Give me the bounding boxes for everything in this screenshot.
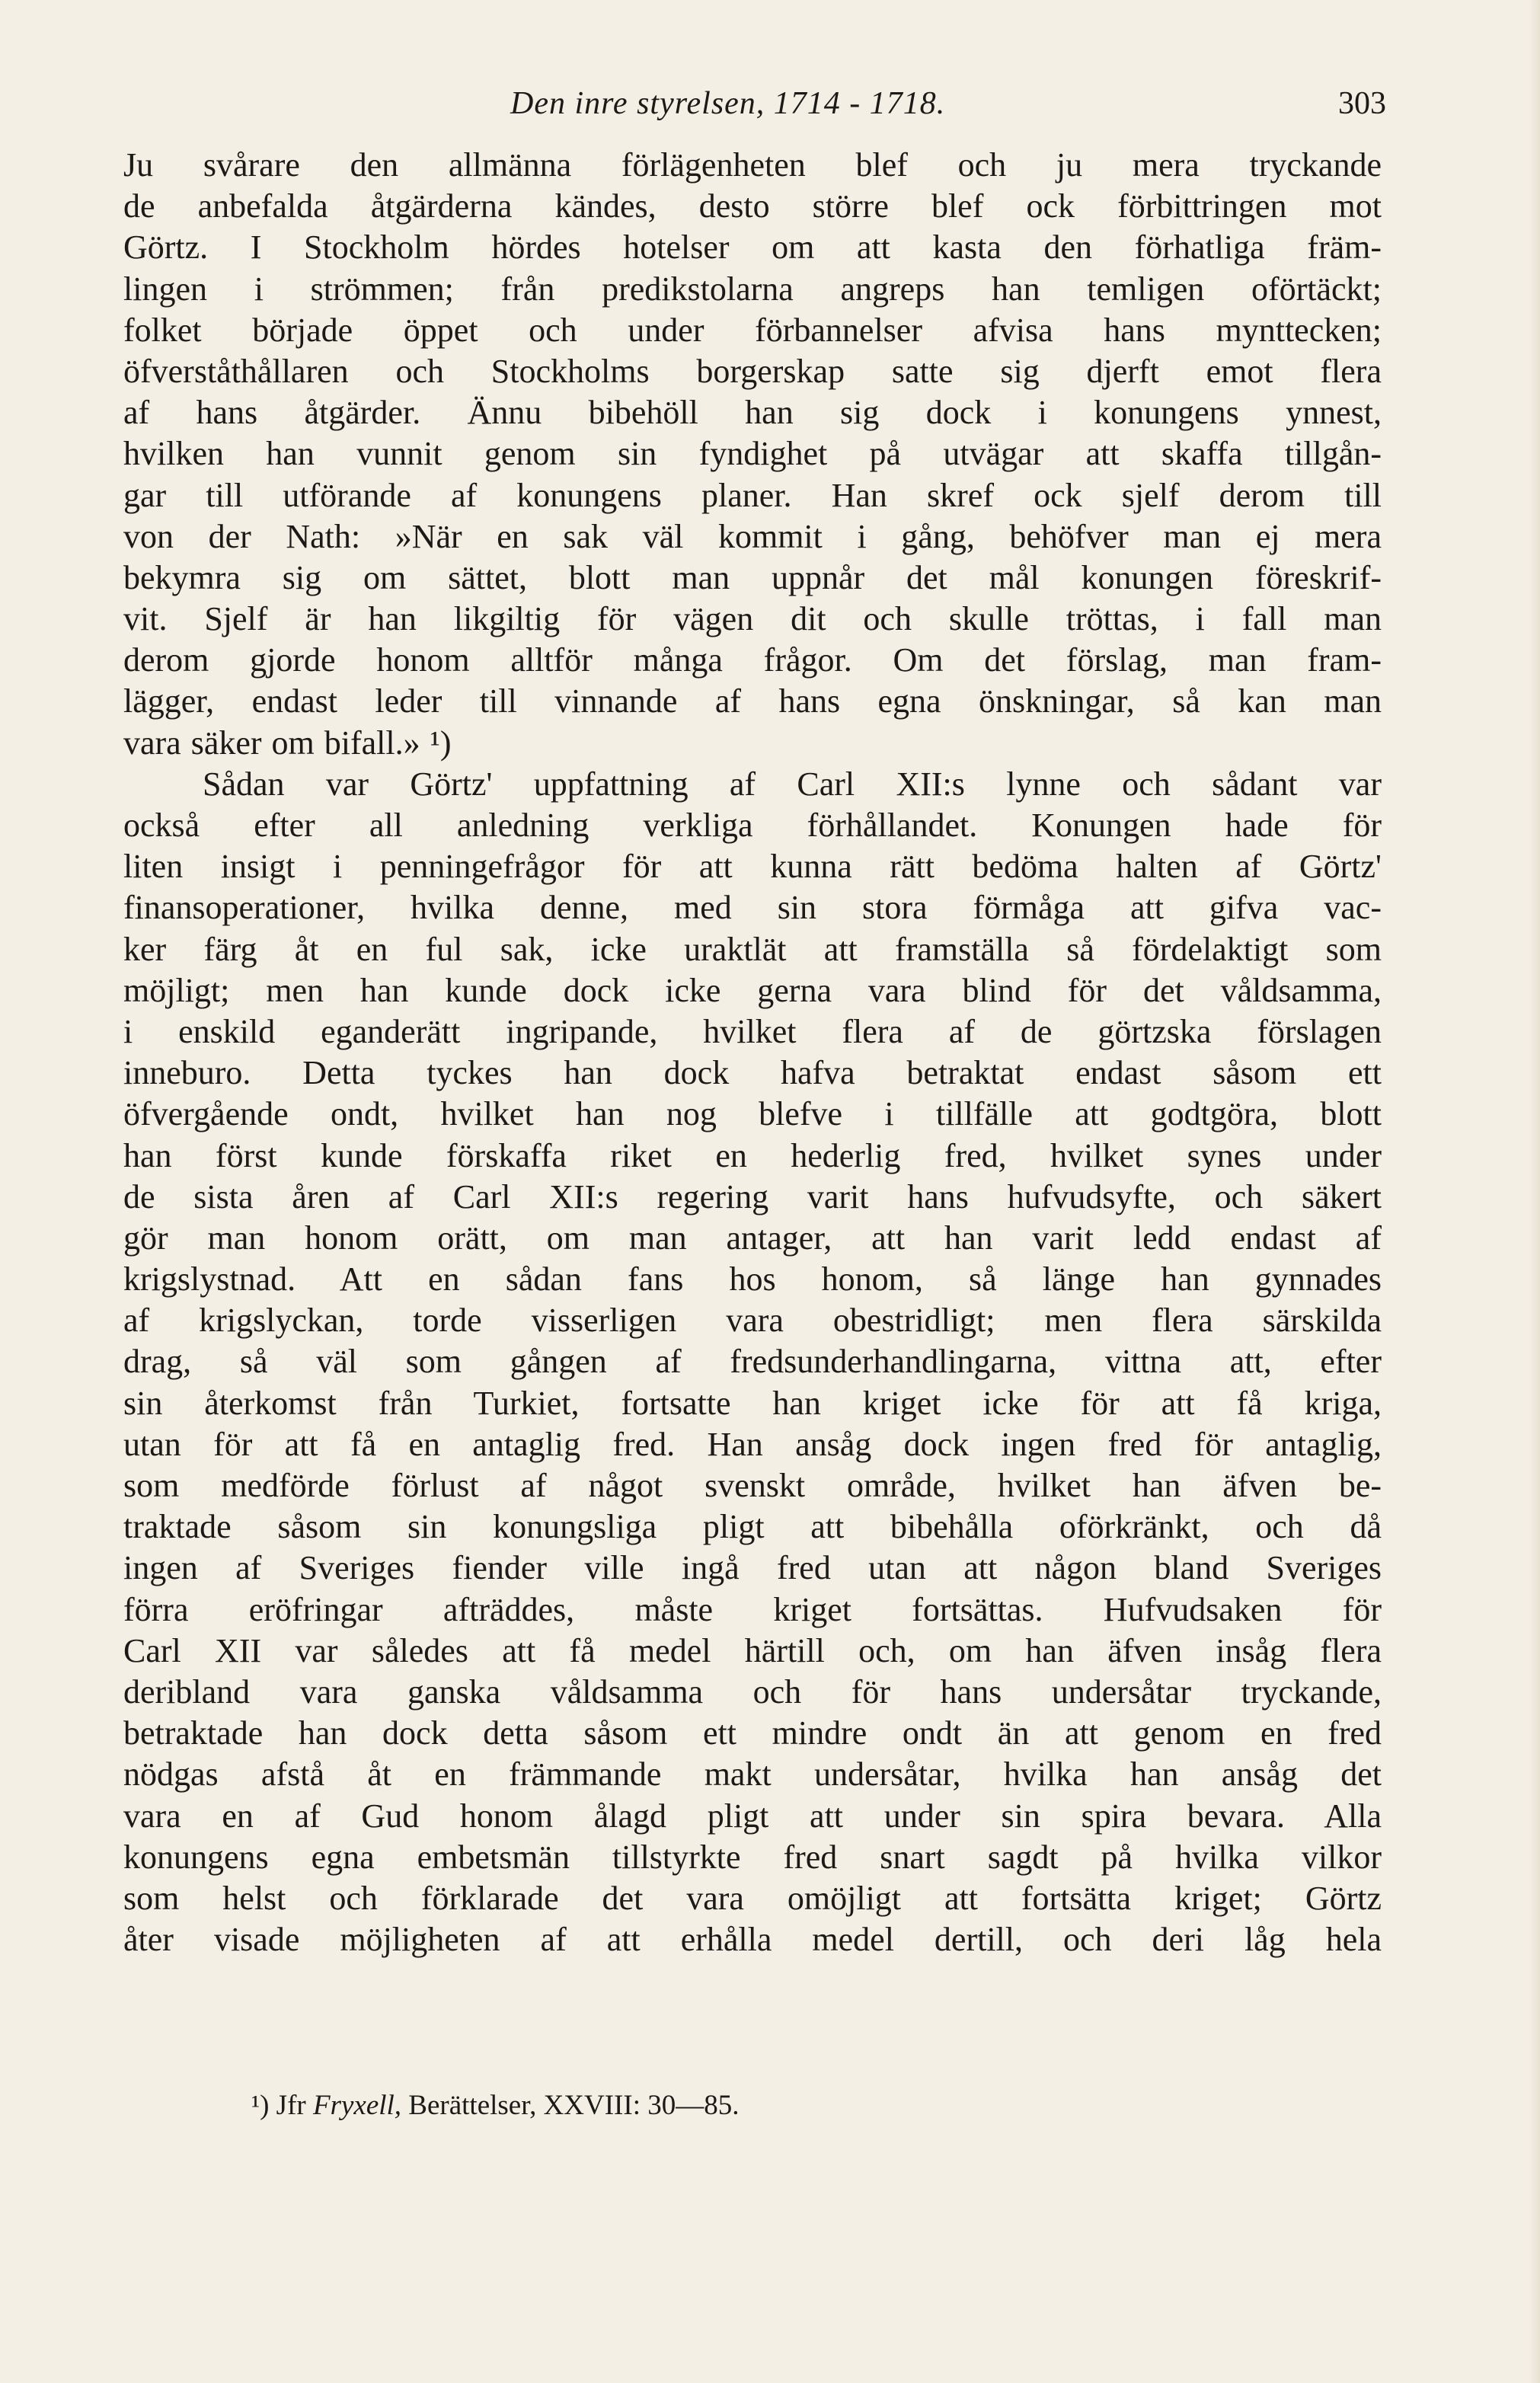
body-line: utan för att få en antaglig fred. Han ansåg dock ingen fred för antaglig,: [123, 1425, 1382, 1463]
body-line: ker färg åt en ful sak, icke uraktlät att framställa så fördelaktigt som: [123, 930, 1382, 968]
body-line: deribland vara ganska våldsamma och för hans undersåtar tryckande,: [123, 1672, 1382, 1711]
footnote-marker: ¹): [251, 2090, 270, 2121]
body-line: finansoperationer, hvilka denne, med sin stora förmåga att gifva vac-: [123, 889, 1382, 927]
body-line: af krigslyckan, torde visserligen vara obestridligt; men flera särskilda: [123, 1302, 1382, 1340]
body-line-paragraph-end: vara säker om bifall.» ¹): [123, 724, 452, 762]
body-line: konungens egna embetsmän tillstyrkte fred snart sagdt på hvilka vilkor: [123, 1838, 1382, 1876]
body-line: bekymra sig om sättet, blott man uppnår det mål konungen föreskrif-: [123, 558, 1382, 596]
body-line: derom gjorde honom alltför många frågor. Om det förslag, man fram-: [123, 641, 1382, 679]
footnote-prefix: Jfr: [276, 2090, 306, 2121]
footnote-reference: Berättelser, XXVIII: 30—85.: [408, 2090, 740, 2121]
body-line: öfverståthållaren och Stockholms borgerskap satte sig djerft emot flera: [123, 352, 1382, 390]
body-text: [123, 145, 1382, 1960]
body-line: vit. Sjelf är han likgiltig för vägen dit och skulle tröttas, i fall man: [123, 600, 1382, 638]
body-line-paragraph-start: Sådan var Görtz' uppfattning af Carl XII:s lynne och sådant var: [203, 765, 1382, 803]
body-line: Ju svårare den allmänna förlägenheten blef och ju mera tryckande: [123, 146, 1382, 184]
body-line: folket började öppet och under förbannelser afvisa hans mynttecken;: [123, 311, 1382, 349]
body-line: ingen af Sveriges fiender ville ingå fred utan att någon bland Sveriges: [123, 1549, 1382, 1587]
body-line: gar till utförande af konungens planer. Han skref ock sjelf derom till: [123, 476, 1382, 514]
body-line: drag, så väl som gången af fredsunderhandlingarna, vittna att, efter: [123, 1343, 1382, 1381]
body-line: vara en af Gud honom ålagd pligt att under sin spira bevara. Alla: [123, 1797, 1382, 1835]
body-line: som helst och förklarade det vara omöjligt att fortsätta kriget; Görtz: [123, 1879, 1382, 1917]
body-line: lingen i strömmen; från predikstolarna angreps han temligen oförtäckt;: [123, 270, 1382, 308]
body-line: Carl XII var således att få medel härtill och, om han äfven insåg flera: [123, 1631, 1382, 1669]
body-line: lägger, endast leder till vinnande af hans egna önskningar, så kan man: [123, 682, 1382, 720]
body-line: af hans åtgärder. Ännu bibehöll han sig dock i konungens ynnest,: [123, 394, 1382, 432]
body-line: sin återkomst från Turkiet, fortsatte han kriget icke för att få kriga,: [123, 1384, 1382, 1422]
running-title: Den inre styrelsen, 1714 - 1718.: [510, 86, 946, 121]
body-line: också efter all anledning verkliga förhållandet. Konungen hade för: [123, 807, 1382, 844]
body-line: som medförde förlust af något svenskt område, hvilket han äfven be-: [123, 1467, 1382, 1504]
running-header: [122, 85, 1386, 131]
body-line: betraktade han dock detta såsom ett mindre ondt än att genom en fred: [123, 1714, 1382, 1752]
body-line: krigslystnad. Att en sådan fans hos honom, så länge han gynnades: [123, 1260, 1382, 1299]
body-line: gör man honom orätt, om man antager, att han varit ledd endast af: [123, 1219, 1382, 1257]
body-line: öfvergående ondt, hvilket han nog blefve i tillfälle att godtgöra, blott: [123, 1095, 1382, 1133]
body-line: nödgas afstå åt en främmande makt undersåtar, hvilka han ansåg det: [123, 1755, 1382, 1794]
body-line: traktade såsom sin konungsliga pligt att bibehålla oförkränkt, och då: [123, 1508, 1382, 1546]
body-line: han först kunde förskaffa riket en hederlig fred, hvilket synes under: [123, 1136, 1382, 1174]
body-line: hvilken han vunnit genom sin fyndighet på utvägar att skaffa tillgån-: [123, 435, 1382, 473]
body-line: liten insigt i penningefrågor för att kunna rätt bedöma halten af Görtz': [123, 848, 1382, 886]
footnote: [251, 2087, 739, 2125]
body-line: de sista åren af Carl XII:s regering varit hans hufvudsyfte, och säkert: [123, 1177, 1382, 1215]
page-edge-shadow: [1529, 0, 1540, 2383]
page-number: 303: [1338, 86, 1386, 121]
body-line: i enskild eganderätt ingripande, hvilket flera af de görtzska förslagen: [123, 1012, 1382, 1050]
body-line: de anbefalda åtgärderna kändes, desto större blef ock förbittringen mot: [123, 187, 1382, 225]
body-line: åter visade möjligheten af att erhålla medel dertill, och deri låg hela: [123, 1921, 1382, 1959]
body-line: von der Nath: »När en sak väl kommit i gång, behöfver man ej mera: [123, 517, 1382, 555]
body-line: inneburo. Detta tyckes han dock hafva betraktat endast såsom ett: [123, 1054, 1382, 1092]
footnote-author: Fryxell,: [312, 2090, 402, 2121]
body-line: möjligt; men han kunde dock icke gerna vara blind för det våldsamma,: [123, 971, 1382, 1009]
body-line: förra eröfringar afträddes, måste kriget fortsättas. Hufvudsaken för: [123, 1590, 1382, 1628]
body-line: Görtz. I Stockholm hördes hotelser om att kasta den förhatliga främ-: [123, 228, 1382, 267]
